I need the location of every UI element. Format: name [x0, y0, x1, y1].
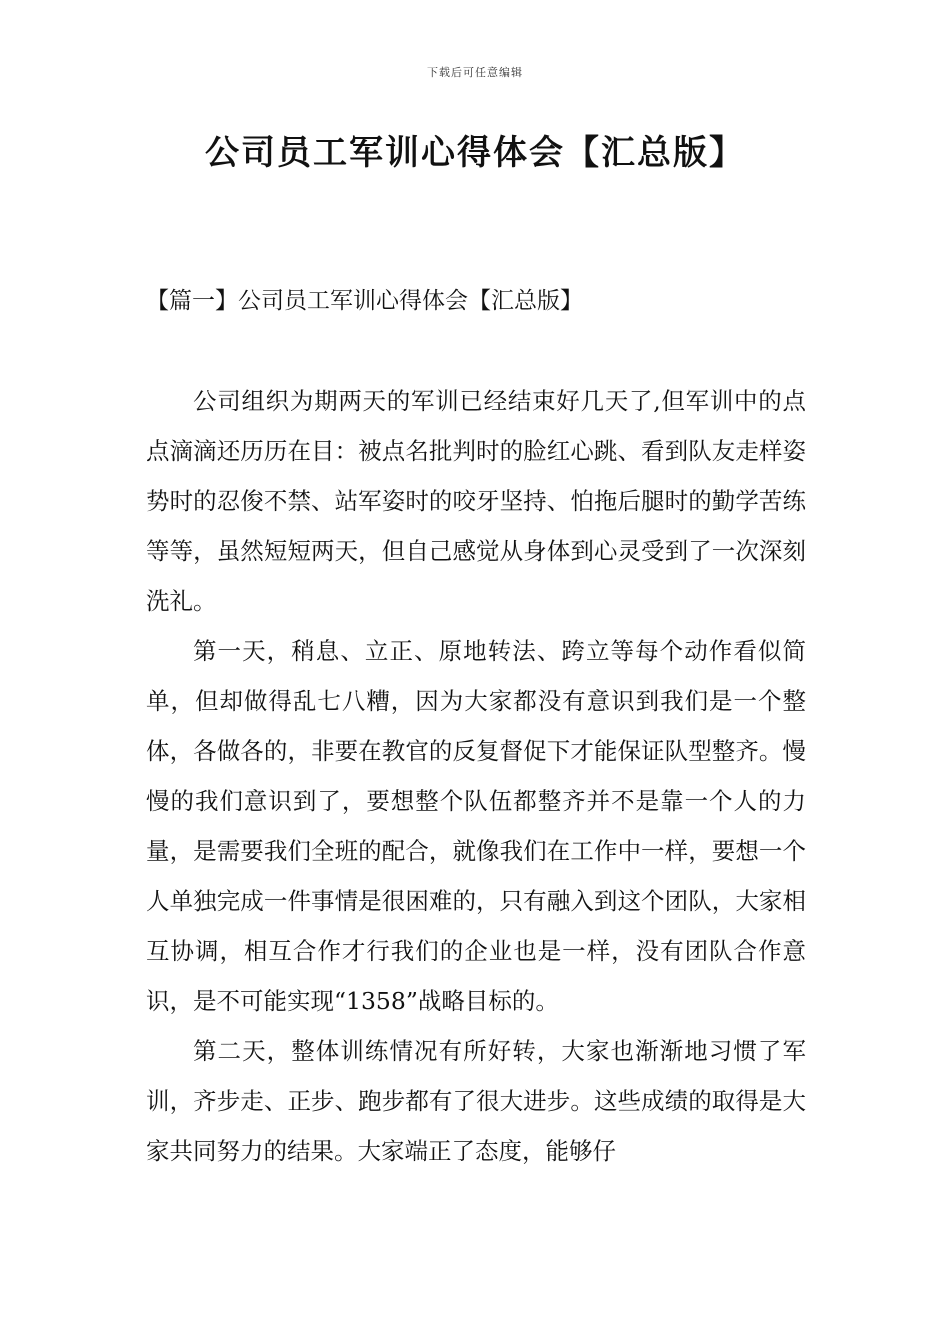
paragraph-2: 第一天，稍息、立正、原地转法、跨立等每个动作看似简单，但却做得乱七八糟，因为大家都没有意识到我们是一个整体，各做各的，非要在教官的反复督促下才能保证队型整齐。慢慢的我们意识到了，要想整个队伍都整齐并不是靠一个人的力量，是需要我们全班的配合，就像我们在工作中一样，要想一个人单独完成一件事情是很困难的，只有融入到这个团队，大家相互协调，相互合作才行我们的企业也是一样，没有团队合作意识，是不可能实现“1358”战略目标的。 [146, 637, 806, 1015]
paragraph-1: 公司组织为期两天的军训已经结束好几天了,但军训中的点点滴滴还历历在目：被点名批判时的脸红心跳、看到队友走样姿势时的忍俊不禁、站军姿时的咬牙坚持、怕拖后腿时的勤学苦练等等，虽然短短两天，但自己感觉从身体到心灵受到了一次深刻洗礼。 [146, 387, 806, 615]
section-heading: 【篇一】公司员工军训心得体会【汇总版】 [146, 288, 583, 314]
header-note: 下载后可任意编辑 [427, 66, 523, 79]
document-title: 公司员工军训心得体会【汇总版】 [205, 133, 745, 173]
body-text [146, 376, 806, 1176]
paragraph-3: 第二天，整体训练情况有所好转，大家也渐渐地习惯了军训，齐步走、正步、跑步都有了很大进步。这些成绩的取得是大家共同努力的结果。大家端正了态度，能够仔 [146, 1037, 806, 1165]
